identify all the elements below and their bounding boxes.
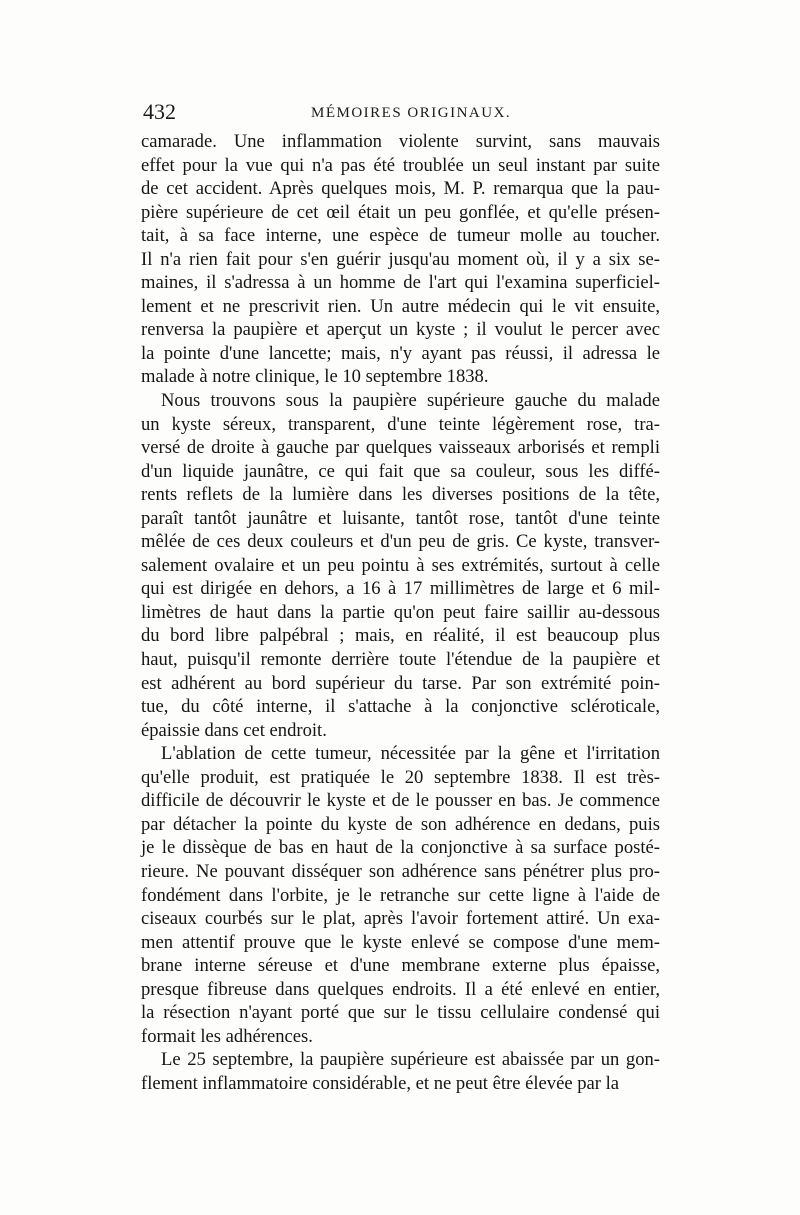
text-line: versé de droite à gauche par quelques vaisseaux arborisés et rempli: [141, 437, 660, 459]
text-line: épaissie dans cet endroit.: [141, 719, 327, 741]
text-line: difficile de découvrir le kyste et de le pousser en bas. Je commence: [141, 790, 660, 812]
text-line: limètres de haut dans la partie qu'on peut faire saillir au-dessous: [141, 601, 660, 623]
text-line: camarade. Une inflammation violente survint, sans mauvais: [141, 131, 660, 152]
paragraph: [141, 742, 660, 1048]
text-line: Le 25 septembre, la paupière supérieure est abaissée par un gon-: [161, 1049, 660, 1071]
text-line: d'un liquide jaunâtre, ce qui fait que sa couleur, sous les diffé-: [141, 460, 660, 482]
text-line: la pointe d'une lancette; mais, n'y ayant pas réussi, il adressa le: [141, 342, 660, 364]
text-line: qui est dirigée en dehors, a 16 à 17 millimètres de large et 6 mil-: [141, 578, 660, 600]
text-line: est adhérent au bord supérieur du tarse. Par son extrémité poin-: [141, 672, 660, 694]
text-line: rents reflets de la lumière dans les diverses positions de la tête,: [141, 484, 660, 506]
text-line: pière supérieure de cet œil était un peu gonflée, et qu'elle présen-: [141, 201, 660, 223]
text-line: lement et ne prescrivit rien. Un autre médecin qui le vit ensuite,: [141, 295, 660, 317]
paragraph: [141, 389, 660, 742]
text-line: renversa la paupière et aperçut un kyste ; il voulut le percer avec: [141, 319, 660, 341]
text-line: salement ovalaire et un peu pointu à ses extrémités, surtout à celle: [141, 554, 660, 576]
text-line: par détacher la pointe du kyste de son adhérence en dedans, puis: [141, 813, 660, 835]
running-head: [143, 98, 659, 128]
paragraph: [141, 130, 660, 389]
text-line: un kyste séreux, transparent, d'une teinte légèrement rose, tra-: [141, 413, 660, 435]
text-line: rieure. Ne pouvant disséquer son adhérence sans pénétrer plus pro-: [141, 860, 660, 882]
body-text: [141, 130, 660, 1095]
text-line: du bord libre palpébral ; mais, en réalité, il est beaucoup plus: [141, 625, 660, 647]
text-line: brane interne séreuse et d'une membrane externe plus épaisse,: [141, 955, 660, 977]
text-line: la résection n'ayant porté que sur le tissu cellulaire condensé qui: [141, 1002, 660, 1024]
text-line: flement inflammatoire considérable, et ne peut être élevée par la: [141, 1072, 620, 1094]
text-line: maines, il s'adressa à un homme de l'art qui l'examina superficiel-: [141, 272, 660, 294]
text-line: Nous trouvons sous la paupière supérieure gauche du malade: [161, 390, 660, 412]
text-line: ciseaux courbés sur le plat, après l'avoir fortement attiré. Un exa-: [141, 908, 660, 930]
text-line: tue, du côté interne, il s'attache à la conjonctive scléroticale,: [141, 696, 660, 718]
text-line: paraît tantôt jaunâtre et luisante, tantôt rose, tantôt d'une teinte: [141, 507, 660, 529]
text-line: mêlée de ces deux couleurs et d'un peu de gris. Ce kyste, transver-: [141, 531, 660, 553]
text-line: de cet accident. Après quelques mois, M. P. remarqua que la pau-: [141, 178, 660, 200]
text-line: Il n'a rien fait pour s'en guérir jusqu'au moment où, il y a six se-: [141, 248, 660, 270]
running-title: MÉMOIRES ORIGINAUX.: [311, 105, 512, 121]
text-line: formait les adhérences.: [141, 1025, 313, 1047]
text-line: qu'elle produit, est pratiquée le 20 septembre 1838. Il est très-: [141, 766, 660, 788]
text-line: presque fibreuse dans quelques endroits. Il a été enlevé en entier,: [141, 978, 660, 1000]
text-line: men attentif prouve que le kyste enlevé se compose d'une mem-: [141, 931, 660, 953]
paragraph: [141, 1048, 660, 1095]
text-line: malade à notre clinique, le 10 septembre 1838.: [141, 366, 489, 388]
text-line: L'ablation de cette tumeur, nécessitée par la gêne et l'irritation: [161, 743, 660, 765]
text-line: fondément dans l'orbite, je le retranche sur cette ligne à l'aide de: [141, 884, 660, 906]
text-line: haut, puisqu'il remonte derrière toute l'étendue de la paupière et: [141, 649, 660, 671]
text-line: je le dissèque de bas en haut de la conjonctive à sa surface posté-: [141, 837, 660, 859]
text-line: effet pour la vue qui n'a pas été troublée un seul instant par suite: [141, 154, 660, 176]
page-number: 432: [143, 99, 176, 124]
text-line: tait, à sa face interne, une espèce de tumeur molle au toucher.: [141, 225, 660, 247]
